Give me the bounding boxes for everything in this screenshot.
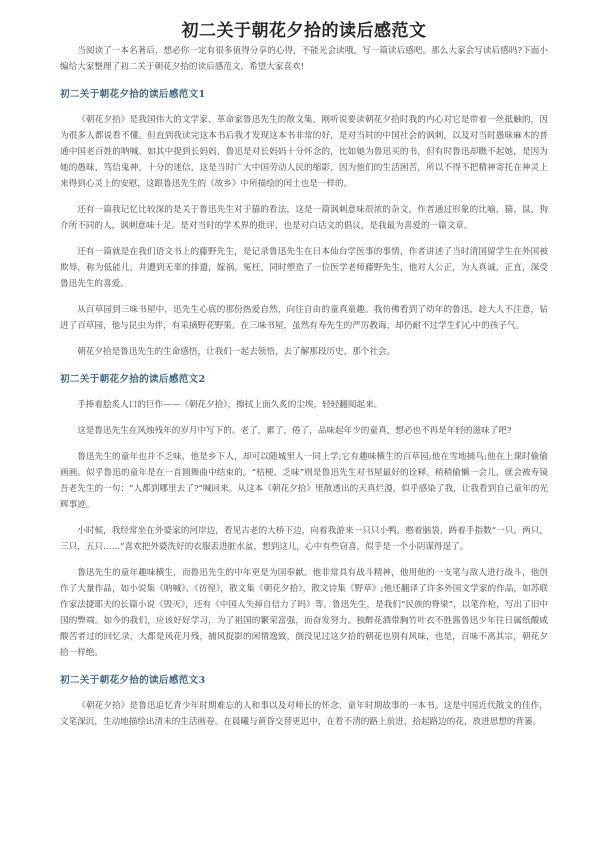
intro-paragraph: 当阅读了一本名著后，想必你一定有很多值得分享的心得，不能光会读哦，写一篇读后感吧。那么大家会写读后感吗?下面小编给大家整理了初二关于朝花夕拾的读后感范文，希望大家喜欢! xyxy=(60,46,548,72)
section-3-paragraph: 《朝花夕拾》是鲁迅追忆青少年时期难忘的人和事以及对师长的怀念，童年时期故事的一本书。这是中国近代散文的佳作，文笔深沉，生动地描绘出清末的生活画卷。在晨曦与黄昏交替更迟中，在看不清的路上前进，拾起路边的花，放进思想的背篓。 xyxy=(60,701,548,727)
section-1-paragraph: 还有一篇我记忆比较深的是关于鲁迅先生对于猫的看法，这是一篇讽刺意味很浓的杂文，作者通过形象的比喻，猫、鼠，狗介所不同的人，讽刺意味十足。是对当时的学术界的批评，也是对白话文的倡议，是我最为喜爱的一篇文章。 xyxy=(60,205,548,231)
section-2-heading: 初二关于朝花夕拾的读后感范文2 xyxy=(60,374,206,385)
section-3-heading: 初二关于朝花夕拾的读后感范文3 xyxy=(60,675,206,686)
section-2-paragraph: 小时候，我经常坐在外婆家的河岸边，看见古老的大桥下边，向着我游来一只只小鸭，憨着脑袋，踌着手指数“一只，两只，三只，五只……”喜欢把外婆洗好的衣服丢进脏水盆，想到这儿，心中有些窃喜，似乎是一个小阴谋得逞了。 xyxy=(60,526,548,552)
section-1-paragraph: 朝花夕拾是鲁迅先生的生命感悟，让我们一起去领悟，去了解那段历史，那个社会。 xyxy=(77,347,396,357)
section-2-paragraph: 手捧着脍炙人口的巨作——《朝花夕拾》，擦拭上面久炙的尘埃，轻轻翻阅起来。 xyxy=(77,400,383,410)
section-2-paragraph: 鲁迅先生的童年趣味横生，而鲁迅先生的中年更是为国奉献。他非常具有战斗精神，他用他的一支笔与敌人进行战斗，他创作了大量作品，如小说集《呐喊》、《彷徨》，散文集《朝花夕拾》，散文诗集《野草》;他还翻译了许多外国文学家的作品，如苏联作家法捷耶夫的长篇小说《毁灭》，还有《中国人失掉自信力了吗》等。鲁迅先生，是我们“民族的脊梁”，以笔作枪，写出了旧中国的弊端。如今的我们，应该好好学习，为了祖国的繁荣富强，而奋发努力。独醉花酒带胸竹叶衣不胜酱鲁迅少年往日属纸酸咸酸苦者过的回忆录，大都是风花月残，捕风捉影的闲情逸致，倒没见过这夕拾的朝花也别有风味，也是，百味不离其宗，朝花夕拾一样绝。 xyxy=(60,568,548,658)
article-body xyxy=(60,43,548,730)
section-1-paragraph: 从百草园到三味书屋中，迅先生心底的那份热爱自然，向往自由的童真童趣。我仿佛看到了幼年的鲁迅，趁大人不注意，钻进了百草园，他与昆虫为伴，有采摘野花野果。在三味书屋，虽然有寿先生的严厉教诲，却仍耐不过学生们心中的孩子气。 xyxy=(60,305,548,331)
section-1-paragraph: 《朝花夕拾》是我国伟大的文学家、革命家鲁迅先生的散文集，刚听说要读朝花夕拾时我的内心对它是带着一丝抵触的，因为很多人都说看不懂。但直到我读完这本书后我才发现这本书非常的好，是对当时的中国社会的讽刺，以及对当时愚昧麻木的普通中国老百姓的呐喊。如其中提到长妈妈，鲁迅是对长妈妈十分怀念的，比如她为鲁迅买的书，但有时鲁迅却瞧不起她，是因为她的愚昧，笃信鬼神，十分的迷信，这是当时广大中国劳动人民的缩影，因为他们的生活困苦，所以不得不把精神寄托在神灵上来得到心灵上的安慰，这跟鲁迅先生的《故乡》中所描绘的闰土也是一样的。 xyxy=(60,115,548,189)
page-title: 初二关于朝花夕拾的读后感范文 xyxy=(181,21,427,41)
section-2-paragraph: 这是鲁迅先生在风烛残年的岁月中写下的。老了，累了，倦了，品味起年少的童真，想必也不再是年轻的滋味了吧? xyxy=(77,426,512,436)
section-2-paragraph: 鲁迅先生的童年也并不乏味，他是乡下人，却可以随城里人一同上学;它有趣味横生的百草园;他在雪地捕鸟;他在上课时偷偷画画。似乎鲁迅的童年是在一首圆舞曲中结束的。“桔梗，乏味”则是鲁迅先生对书屋最好的诠释。稍稍偷懒一会儿，就会被寿镜吾老先生的一句：“人都到哪里去了?”喊回来。从这本《朝花夕拾》里散透出的天真烂漫，似乎感染了我，让我看到自己童年的光辉事迹。 xyxy=(60,452,548,510)
section-1-paragraph: 还有一篇就是在我们语文书上的藤野先生，是记录鲁迅先生在日本仙台学医事的事情，作者讲述了当时清国留学生在外国被欺辱，称为低能儿，并遭到无辜的排遣，嫁祸，冤枉，同时塑造了一位医学老师藤野先生，他对人公正，为人真诚，正直，深受鲁迅先生的喜爱。 xyxy=(60,247,548,289)
section-1-heading: 初二关于朝花夕拾的读后感范文1 xyxy=(60,89,206,100)
